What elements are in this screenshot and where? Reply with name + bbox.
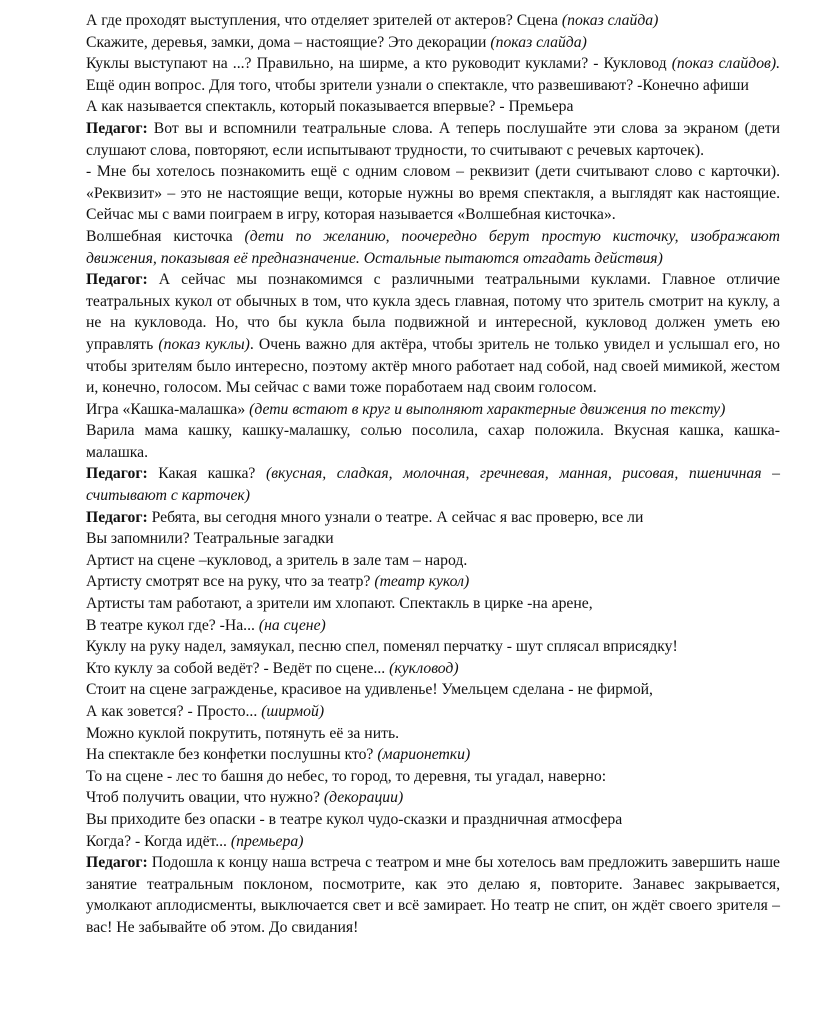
text: Варила мама кашку, кашку-малашку, солью посолила, сахар положила. Вкусная кашка, кашка-малашка. — [86, 422, 780, 461]
italic-remark: (показ слайдов). — [671, 55, 780, 73]
list-item: То на сцене - лес то башня до небес, то город, то деревня, ты угадал, наверно: — [86, 767, 607, 785]
paragraph-stage — [86, 10, 780, 32]
text: Скажите, деревья, замки, дома – настоящие? Это декорации — [86, 33, 491, 51]
list-item: Куклу на руку надел, замяукал, песню спел, поменял перчатку - шут сплясал вприсядку! — [86, 638, 678, 656]
paragraph-teacher-words — [86, 118, 780, 161]
list-item: Стоит на сцене загражденье, красивое на удивленье! Умельцем сделана - не фирмой, — [86, 681, 653, 699]
list-item: Когда? - Когда идёт... (премьера) — [86, 832, 304, 850]
list-item: Кто куклу за собой ведёт? - Ведёт по сцене... (кукловод) — [86, 659, 459, 677]
italic-remark: (показ слайда) — [561, 12, 659, 29]
list-item: А как зовется? - Просто... (ширмой) — [86, 703, 325, 720]
text: Ещё один вопрос. Для того, чтобы зрители узнали о спектакле, что развешивают? -Конечно афиши — [86, 76, 749, 94]
list-item: Артисты там работают, а зрители им хлопают. Спектакль в цирке -на арене, — [86, 595, 593, 613]
speaker-label: Педагог: — [86, 271, 148, 289]
paragraph-puppeteer — [86, 53, 780, 96]
italic-remark: (вкусная, сладкая, молочная, гречневая, манная, рисовая, пшеничная – считывают с карточек) — [86, 465, 780, 505]
paragraph-decorations — [86, 32, 780, 54]
text: Игра «Кашка-малашка» — [86, 400, 250, 418]
speaker-label: Педагог: — [86, 465, 148, 483]
text: Волшебная кисточка — [86, 227, 245, 245]
speaker-label: Педагог: — [86, 119, 148, 137]
paragraph-teacher-check — [86, 507, 780, 529]
text: Вот вы и вспомнили театральные слова. А теперь послушайте эти слова за экраном (дети слушают слова, повторяют, если испытывают трудности, то считывают с речевых карточек). — [86, 119, 780, 159]
italic-remark: (дети встают в круг и выполняют характерные движения по тексту) — [249, 400, 726, 418]
list-item: В театре кукол где? -На... (на сцене) — [86, 616, 326, 634]
list-item: Можно куклой покрутить, потянуть её за нить. — [86, 724, 400, 742]
paragraph-props — [86, 161, 780, 226]
text: - Мне бы хотелось познакомить ещё с одним словом – реквизит (дети считывают слово с карточки). «Реквизит» – это не настоящие вещи, которые нужны во время спектакля, а выглядят как настоящие. Сейчас мы с вами поиграем в игру, которая называется «Волшебная кисточка». — [86, 163, 780, 224]
text: Куклы выступают на ...? Правильно, на ширме, а кто руководит куклами? - Кукловод — [86, 55, 672, 73]
paragraph-teacher-puppets — [86, 269, 780, 399]
italic-remark: (показ куклы) — [158, 335, 250, 353]
list-item: Артисту смотрят все на руку, что за театр? (театр кукол) — [86, 573, 470, 591]
paragraph-magic-brush — [86, 226, 780, 269]
paragraph-teacher-farewell — [86, 852, 780, 938]
text: Какая кашка? — [147, 465, 267, 483]
text: А где проходят выступления, что отделяет зрителей от актеров? Сцена — [86, 12, 562, 29]
list-item: На спектакле без конфетки послушны кто? (марионетки) — [86, 746, 471, 764]
italic-remark: (дети по желанию, поочередно берут простую кисточку, изображают движения, показывая её предназначение. Остальные пытаются отгадать действия) — [86, 227, 780, 267]
paragraph-premiere — [86, 96, 780, 118]
list-item: Артист на сцене –кукловод, а зритель в зале там – народ. — [86, 551, 468, 569]
speaker-label: Педагог: — [86, 508, 148, 526]
italic-remark: (показ слайда) — [490, 33, 587, 51]
text: А сейчас мы познакомимся с различными театральными куклами. Главное отличие театральных кукол от обычных в том, что кукла здесь главная, потому что зритель смотрит на куклу, а не на кукловода. Но, что бы кукла была подвижной и интересной, кукловод должен уметь ею управлять — [86, 271, 780, 353]
paragraph-rhyme — [86, 420, 780, 463]
list-item: Вы запомнили? Театральные загадки — [86, 530, 334, 548]
text: Ребята, вы сегодня много узнали о театре. А сейчас я вас проверю, все ли — [147, 508, 644, 526]
list-item: Вы приходите без опаски - в театре кукол чудо-сказки и праздничная атмосфера — [86, 810, 623, 828]
speaker-label: Педагог: — [86, 854, 148, 872]
text: Подошла к концу наша встреча с театром и мне бы хотелось вам предложить завершить наше занятие театральным поклоном, посмотрите, как это делаю я, повторите. Занавес закрывается, умолкают аплодисменты, выключается свет и всё замирает. Но театр не спит, он ждёт своего зрителя – вас! Не забывайте об этом. До свидания! — [86, 854, 780, 936]
text: А как называется спектакль, который показывается впервые? - Премьера — [86, 98, 574, 116]
riddles-list — [86, 528, 780, 852]
text: . Очень важно для актёра, чтобы зритель не только увидел и услышал его, но чтобы зрителям было интересно, поэтому актёр много работает над собой, над своей мимикой, жестом и, конечно, голосом. Мы сейчас с вами тоже поработаем над своим голосом. — [86, 335, 780, 397]
list-item: Чтоб получить овации, что нужно? (декорации) — [86, 789, 404, 807]
paragraph-teacher-porridge — [86, 463, 780, 506]
paragraph-game — [86, 399, 780, 421]
